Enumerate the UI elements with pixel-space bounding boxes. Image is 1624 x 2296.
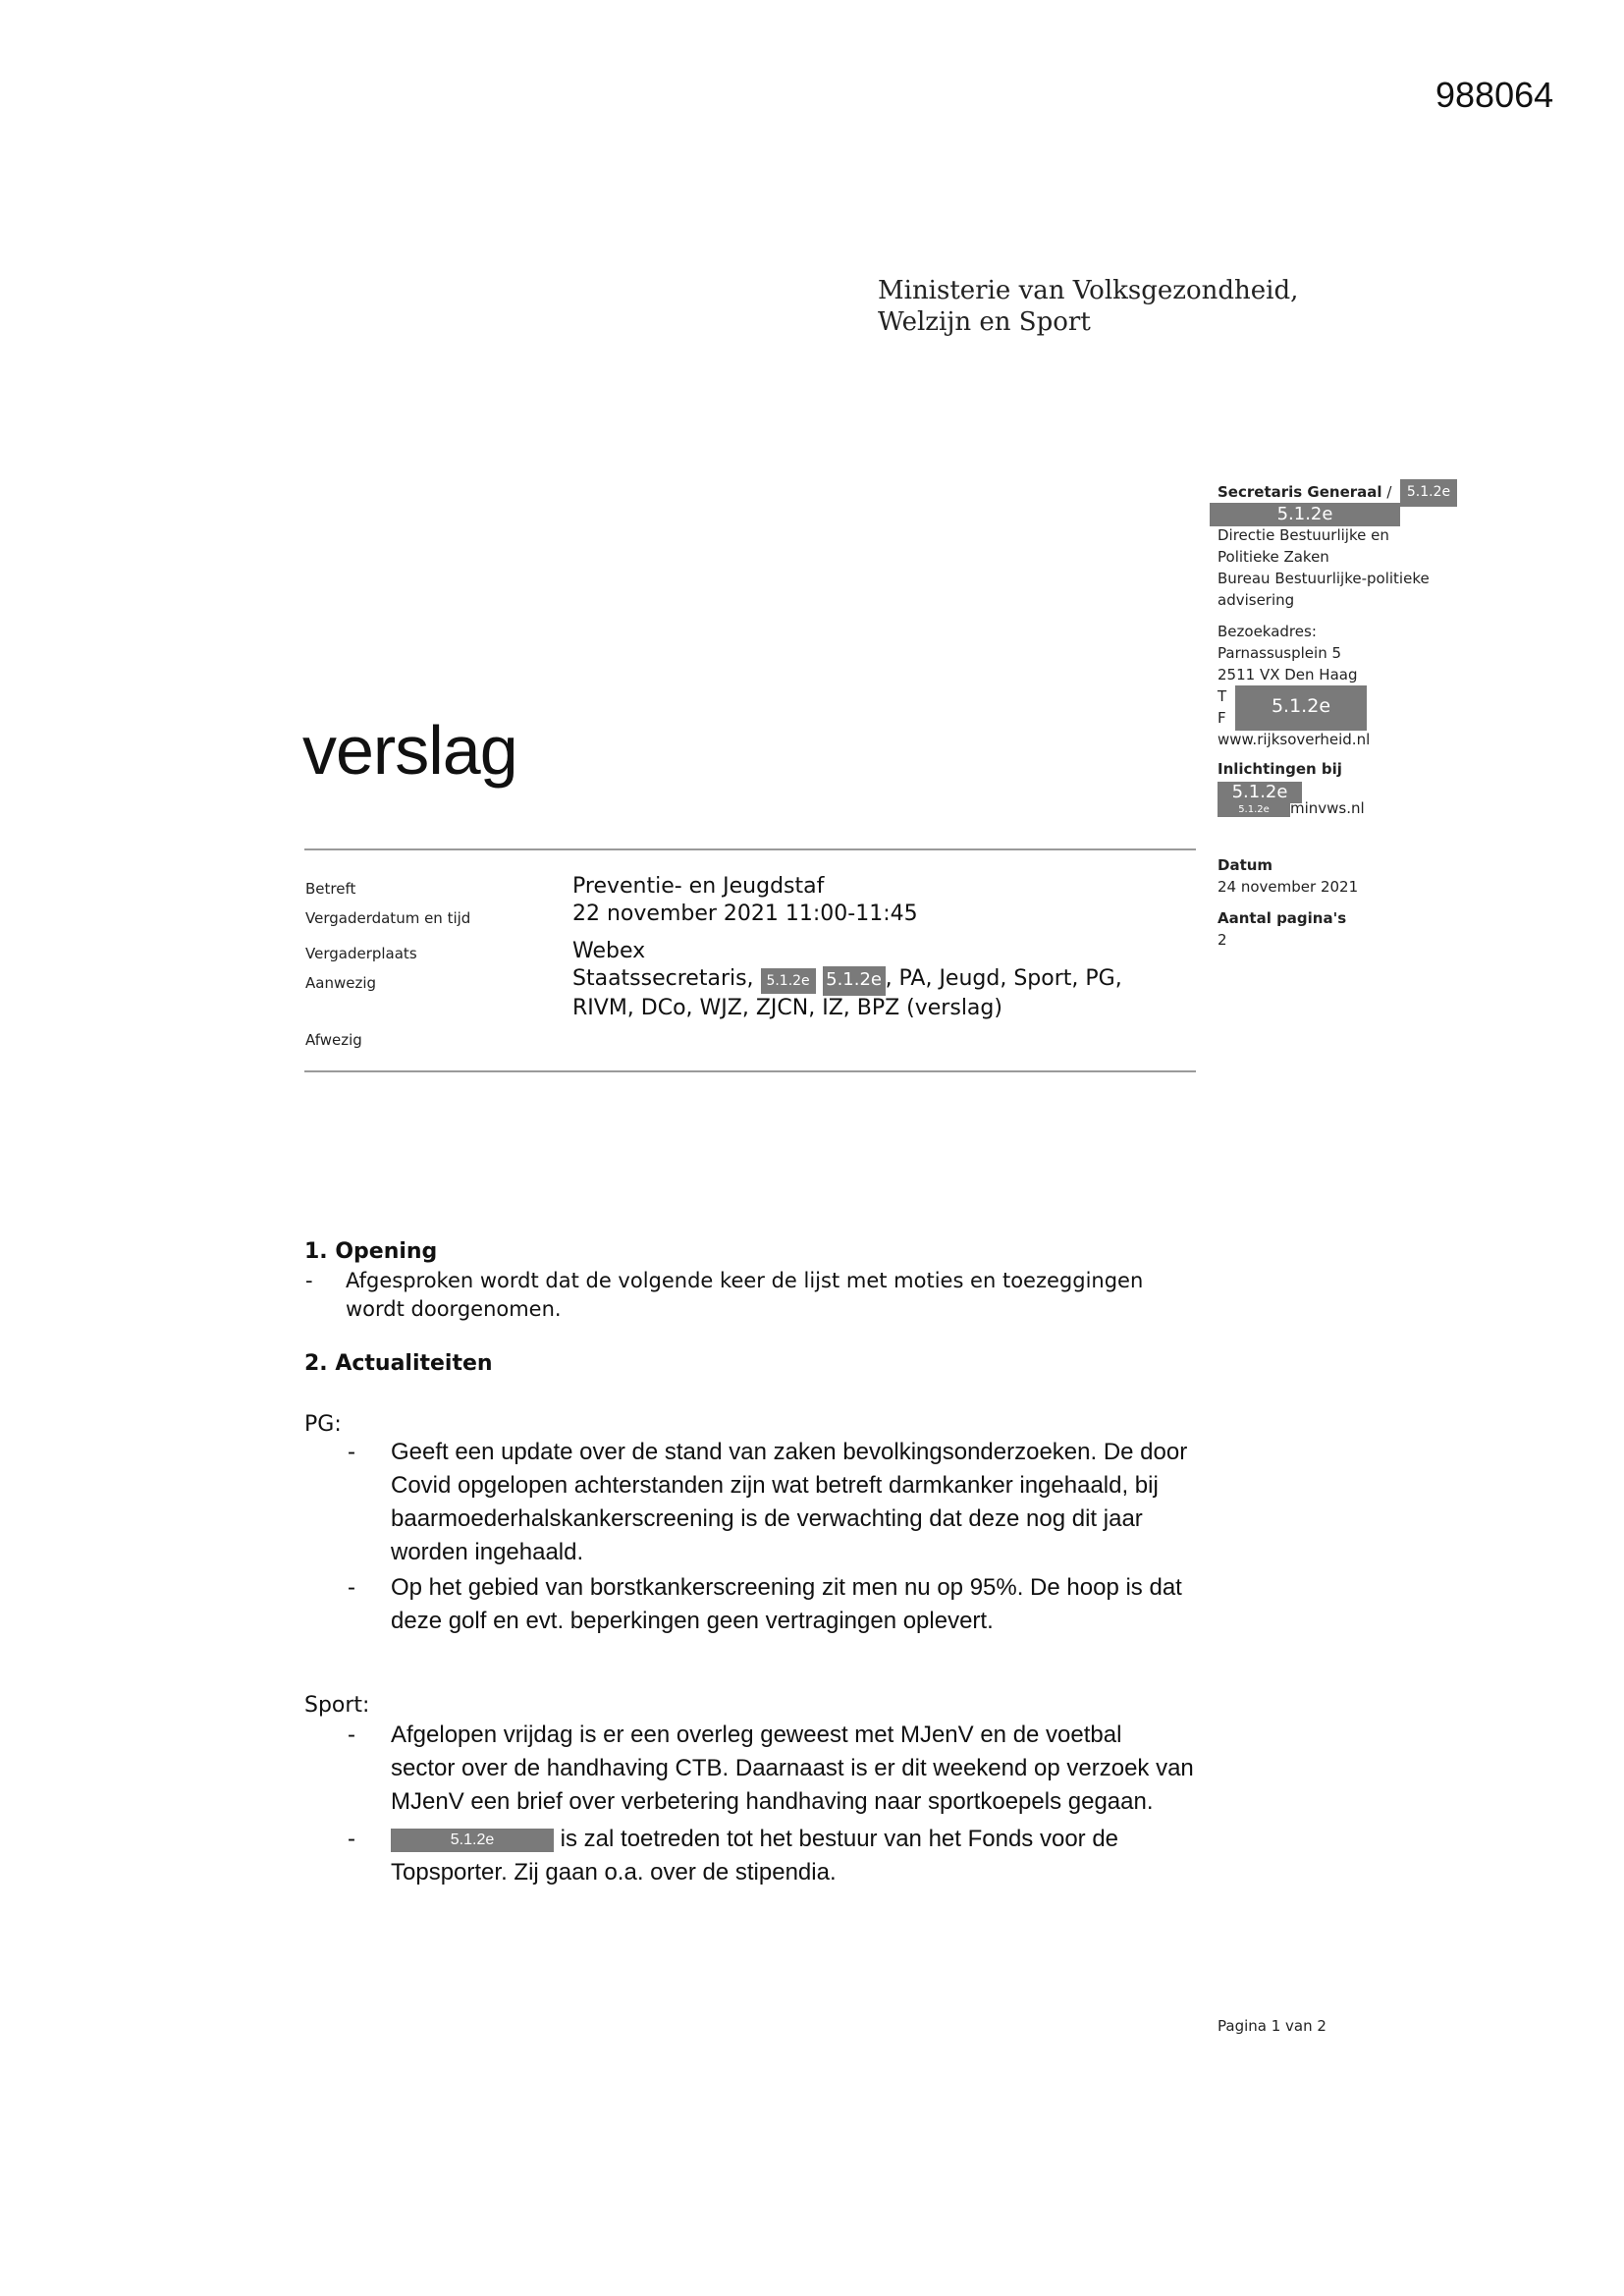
pg-bullet-line: Covid opgelopen achterstanden zijn wat betreft darmkanker ingehaald, bij	[391, 1472, 1159, 1499]
opening-bullet-line: Afgesproken wordt dat de volgende keer de lijst met moties en toezeggingen	[346, 1269, 1144, 1292]
pg-label: PG:	[304, 1412, 342, 1437]
phone-label: T	[1218, 687, 1227, 705]
pg-bullet-2	[391, 1571, 1182, 1638]
ministry-name-line1: Ministerie van Volksgezondheid,	[878, 276, 1299, 305]
website-link[interactable]: www.rijksoverheid.nl	[1218, 731, 1371, 748]
sport-bullet-text: is zal toetreden tot het bestuur van het Fonds voor de	[560, 1826, 1119, 1852]
attendees-value	[572, 966, 1122, 996]
sport-bullet-line: Topsporter. Zij gaan o.a. over de stipendia.	[391, 1859, 837, 1886]
section-heading-actualiteiten: 2. Actualiteiten	[304, 1351, 493, 1376]
opening-bullet-line: wordt doorgenomen.	[346, 1297, 562, 1321]
redaction-block: 5.1.2e	[1218, 803, 1290, 817]
sidebar-address	[1218, 621, 1370, 750]
betreft-value: Preventie- en Jeugdstaf	[572, 874, 825, 899]
sidebar	[1218, 481, 1451, 611]
org-title-slash: /	[1381, 483, 1392, 501]
ministry-name-line2: Welzijn en Sport	[878, 307, 1091, 337]
contact-email[interactable]: minvws.nl	[1290, 799, 1365, 817]
bullet-dash: -	[348, 1722, 355, 1748]
attendees-start: Staatssecretaris,	[572, 966, 754, 991]
divider-top	[304, 848, 1196, 850]
sport-bullet-line: Afgelopen vrijdag is er een overleg geweest met MJenV en de voetbal	[391, 1722, 1122, 1748]
bullet-dash: -	[348, 1826, 355, 1852]
absent-label: Afwezig	[305, 1031, 362, 1049]
pg-bullet-line: deze golf en evt. beperkingen geen vertragingen oplevert.	[391, 1608, 994, 1634]
visit-address-label: Bezoekadres:	[1218, 623, 1317, 640]
date-label: Datum	[1218, 856, 1273, 874]
attendees-value-line2: RIVM, DCo, WJZ, ZJCN, IZ, BPZ (verslag)	[572, 996, 1002, 1020]
divider-bottom	[304, 1070, 1196, 1072]
opening-bullet	[346, 1267, 1143, 1324]
org-line: Politieke Zaken	[1218, 548, 1329, 566]
sidebar-date	[1218, 854, 1358, 951]
bullet-dash: -	[348, 1574, 355, 1601]
address-line: 2511 VX Den Haag	[1218, 666, 1358, 683]
ministry-logo	[878, 275, 1298, 338]
pg-bullet-1	[391, 1436, 1187, 1569]
org-line: advisering	[1218, 591, 1295, 609]
sport-label: Sport:	[304, 1693, 370, 1718]
attendees-label: Aanwezig	[305, 974, 377, 992]
betreft-label: Betreft	[305, 880, 356, 898]
redaction-block: 5.1.2e	[1210, 503, 1400, 526]
sport-bullet-1	[391, 1719, 1194, 1819]
pg-bullet-line: worden ingehaald.	[391, 1539, 584, 1565]
redaction-block: 5.1.2e	[761, 968, 816, 994]
sport-bullet-2	[391, 1823, 1118, 1889]
redaction-block: 5.1.2e	[391, 1829, 554, 1852]
org-line: Bureau Bestuurlijke-politieke	[1218, 570, 1430, 587]
info-label: Inlichtingen bij	[1218, 760, 1342, 778]
pg-bullet-line: baarmoederhalskankerscreening is de verwachting dat deze nog dit jaar	[391, 1505, 1143, 1532]
meeting-place-label: Vergaderplaats	[305, 945, 417, 962]
org-line: Directie Bestuurlijke en	[1218, 526, 1389, 544]
meeting-place-value: Webex	[572, 939, 646, 963]
pages-value: 2	[1218, 931, 1227, 949]
document-title: verslag	[302, 712, 517, 789]
redaction-block: 5.1.2e	[1218, 782, 1302, 803]
meeting-datetime-label: Vergaderdatum en tijd	[305, 909, 471, 927]
date-value: 24 november 2021	[1218, 878, 1359, 896]
bullet-dash: -	[305, 1269, 313, 1292]
address-line: Parnassusplein 5	[1218, 644, 1342, 662]
sport-bullet-line: MJenV een brief over verbetering handhaving naar sportkoepels gegaan.	[391, 1788, 1154, 1815]
attendees-rest: , PA, Jeugd, Sport, PG,	[885, 966, 1122, 991]
redaction-block: 5.1.2e	[823, 966, 886, 996]
document-number: 988064	[1435, 75, 1554, 115]
sidebar-contact	[1218, 758, 1365, 819]
section-heading-opening: 1. Opening	[304, 1239, 438, 1264]
pg-bullet-line: Op het gebied van borstkankerscreening zit men nu op 95%. De hoop is dat	[391, 1574, 1182, 1601]
fax-label: F	[1218, 709, 1226, 727]
sport-bullet-line: sector over de handhaving CTB. Daarnaast is er dit weekend op verzoek van	[391, 1755, 1194, 1781]
bullet-dash: -	[348, 1439, 355, 1465]
pg-bullet-line: Geeft een update over de stand van zaken bevolkingsonderzoeken. De door	[391, 1439, 1188, 1465]
redaction-block: 5.1.2e	[1235, 685, 1367, 731]
meeting-datetime-value: 22 november 2021 11:00-11:45	[572, 902, 918, 926]
pages-label: Aantal pagina's	[1218, 909, 1347, 927]
org-title: Secretaris Generaal	[1218, 483, 1382, 501]
page-number-footer: Pagina 1 van 2	[1218, 2017, 1326, 2035]
redaction-block: 5.1.2e	[1400, 479, 1457, 507]
